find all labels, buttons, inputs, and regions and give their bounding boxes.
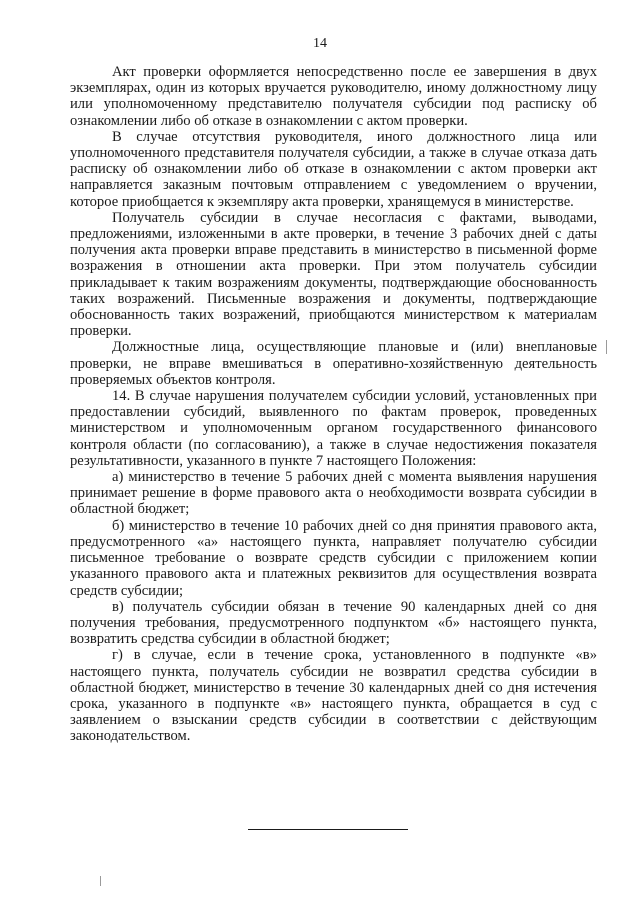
page-number: 14	[313, 36, 327, 51]
paragraph-officials: Должностные лица, осуществляющие плановые и (или) внеплановые проверки, не вправе вмешиваться в оперативно-хозяйственную деятельность проверяемых объектов контроля.	[70, 339, 597, 388]
closing-rule-line	[248, 829, 408, 830]
paragraph-item-14: 14. В случае нарушения получателем субсидии условий, установленных при предоставлении субсидий, выявленного по фактам проверок, проведенных министерством и уполномоченным органом государственного финансового контроля области (по согласованию), а также в случае недостижения показателя результативности, указанного в пункте 7 настоящего Положения:	[70, 388, 597, 469]
scan-artifact-mark	[606, 340, 607, 354]
paragraph-objections: Получатель субсидии в случае несогласия с фактами, выводами, предложениями, изложенными в акте проверки, в течение 3 рабочих дней с даты получения акта проверки вправе представить в министерство в письменной форме возражения в отношении акта проверки. При этом получатель субсидии прикладывает к таким возражениям документы, подтверждающие обоснованность таких возражений. Письменные возражения и документы, подтверждающие обоснованность таких возражений, приобщаются министерством к материалам проверки.	[70, 209, 597, 340]
subitem-g: г) в случае, если в течение срока, установленного в подпункте «в» настоящего пункта, получатель субсидии не возвратил средства субсидии в областной бюджет, министерство в течение 30 календарных дней со дня истечения срока, указанного в подпункте «в» настоящего пункта, обращается в суд с заявлением о взыскании средств субсидии в соответствии с действующим законодательством.	[70, 647, 597, 745]
paragraph-absence-of-head: В случае отсутствия руководителя, иного должностного лица или уполномоченного представителя получателя субсидии, а также в случае отказа дать расписку об ознакомлении либо об отказе в ознакомлении с актом проверки акт направляется заказным почтовым отправлением с уведомлением о вручении, которое приобщается к экземпляру акта проверки, хранящемуся в министерстве.	[70, 128, 597, 210]
paragraph-act-drawing-up: Акт проверки оформляется непосредственно после ее завершения в двух экземплярах, один из которых вручается руководителю, иному должностному лицу или уполномоченному представителю получателя субсидии под расписку об ознакомлении либо об отказе в ознакомлении с актом проверки.	[70, 64, 597, 129]
subitem-v: в) получатель субсидии обязан в течение 90 календарных дней со дня получения требования, предусмотренного подпунктом «б» настоящего пункта, возвратить средства субсидии в областной бюджет;	[70, 598, 597, 648]
subitem-a: а) министерство в течение 5 рабочих дней с момента выявления нарушения принимает решение в форме правового акта о необходимости возврата субсидии в областной бюджет;	[70, 469, 597, 518]
scan-artifact-mark	[100, 876, 101, 886]
document-body	[70, 64, 597, 745]
subitem-b: б) министерство в течение 10 рабочих дней со дня принятия правового акта, предусмотренного «а» настоящего пункта, направляет получателю субсидии письменное требование о возврате средств субсидии с приложением копии указанного правового акта и платежных реквизитов для осуществления возврата средств субсидии;	[70, 517, 597, 599]
